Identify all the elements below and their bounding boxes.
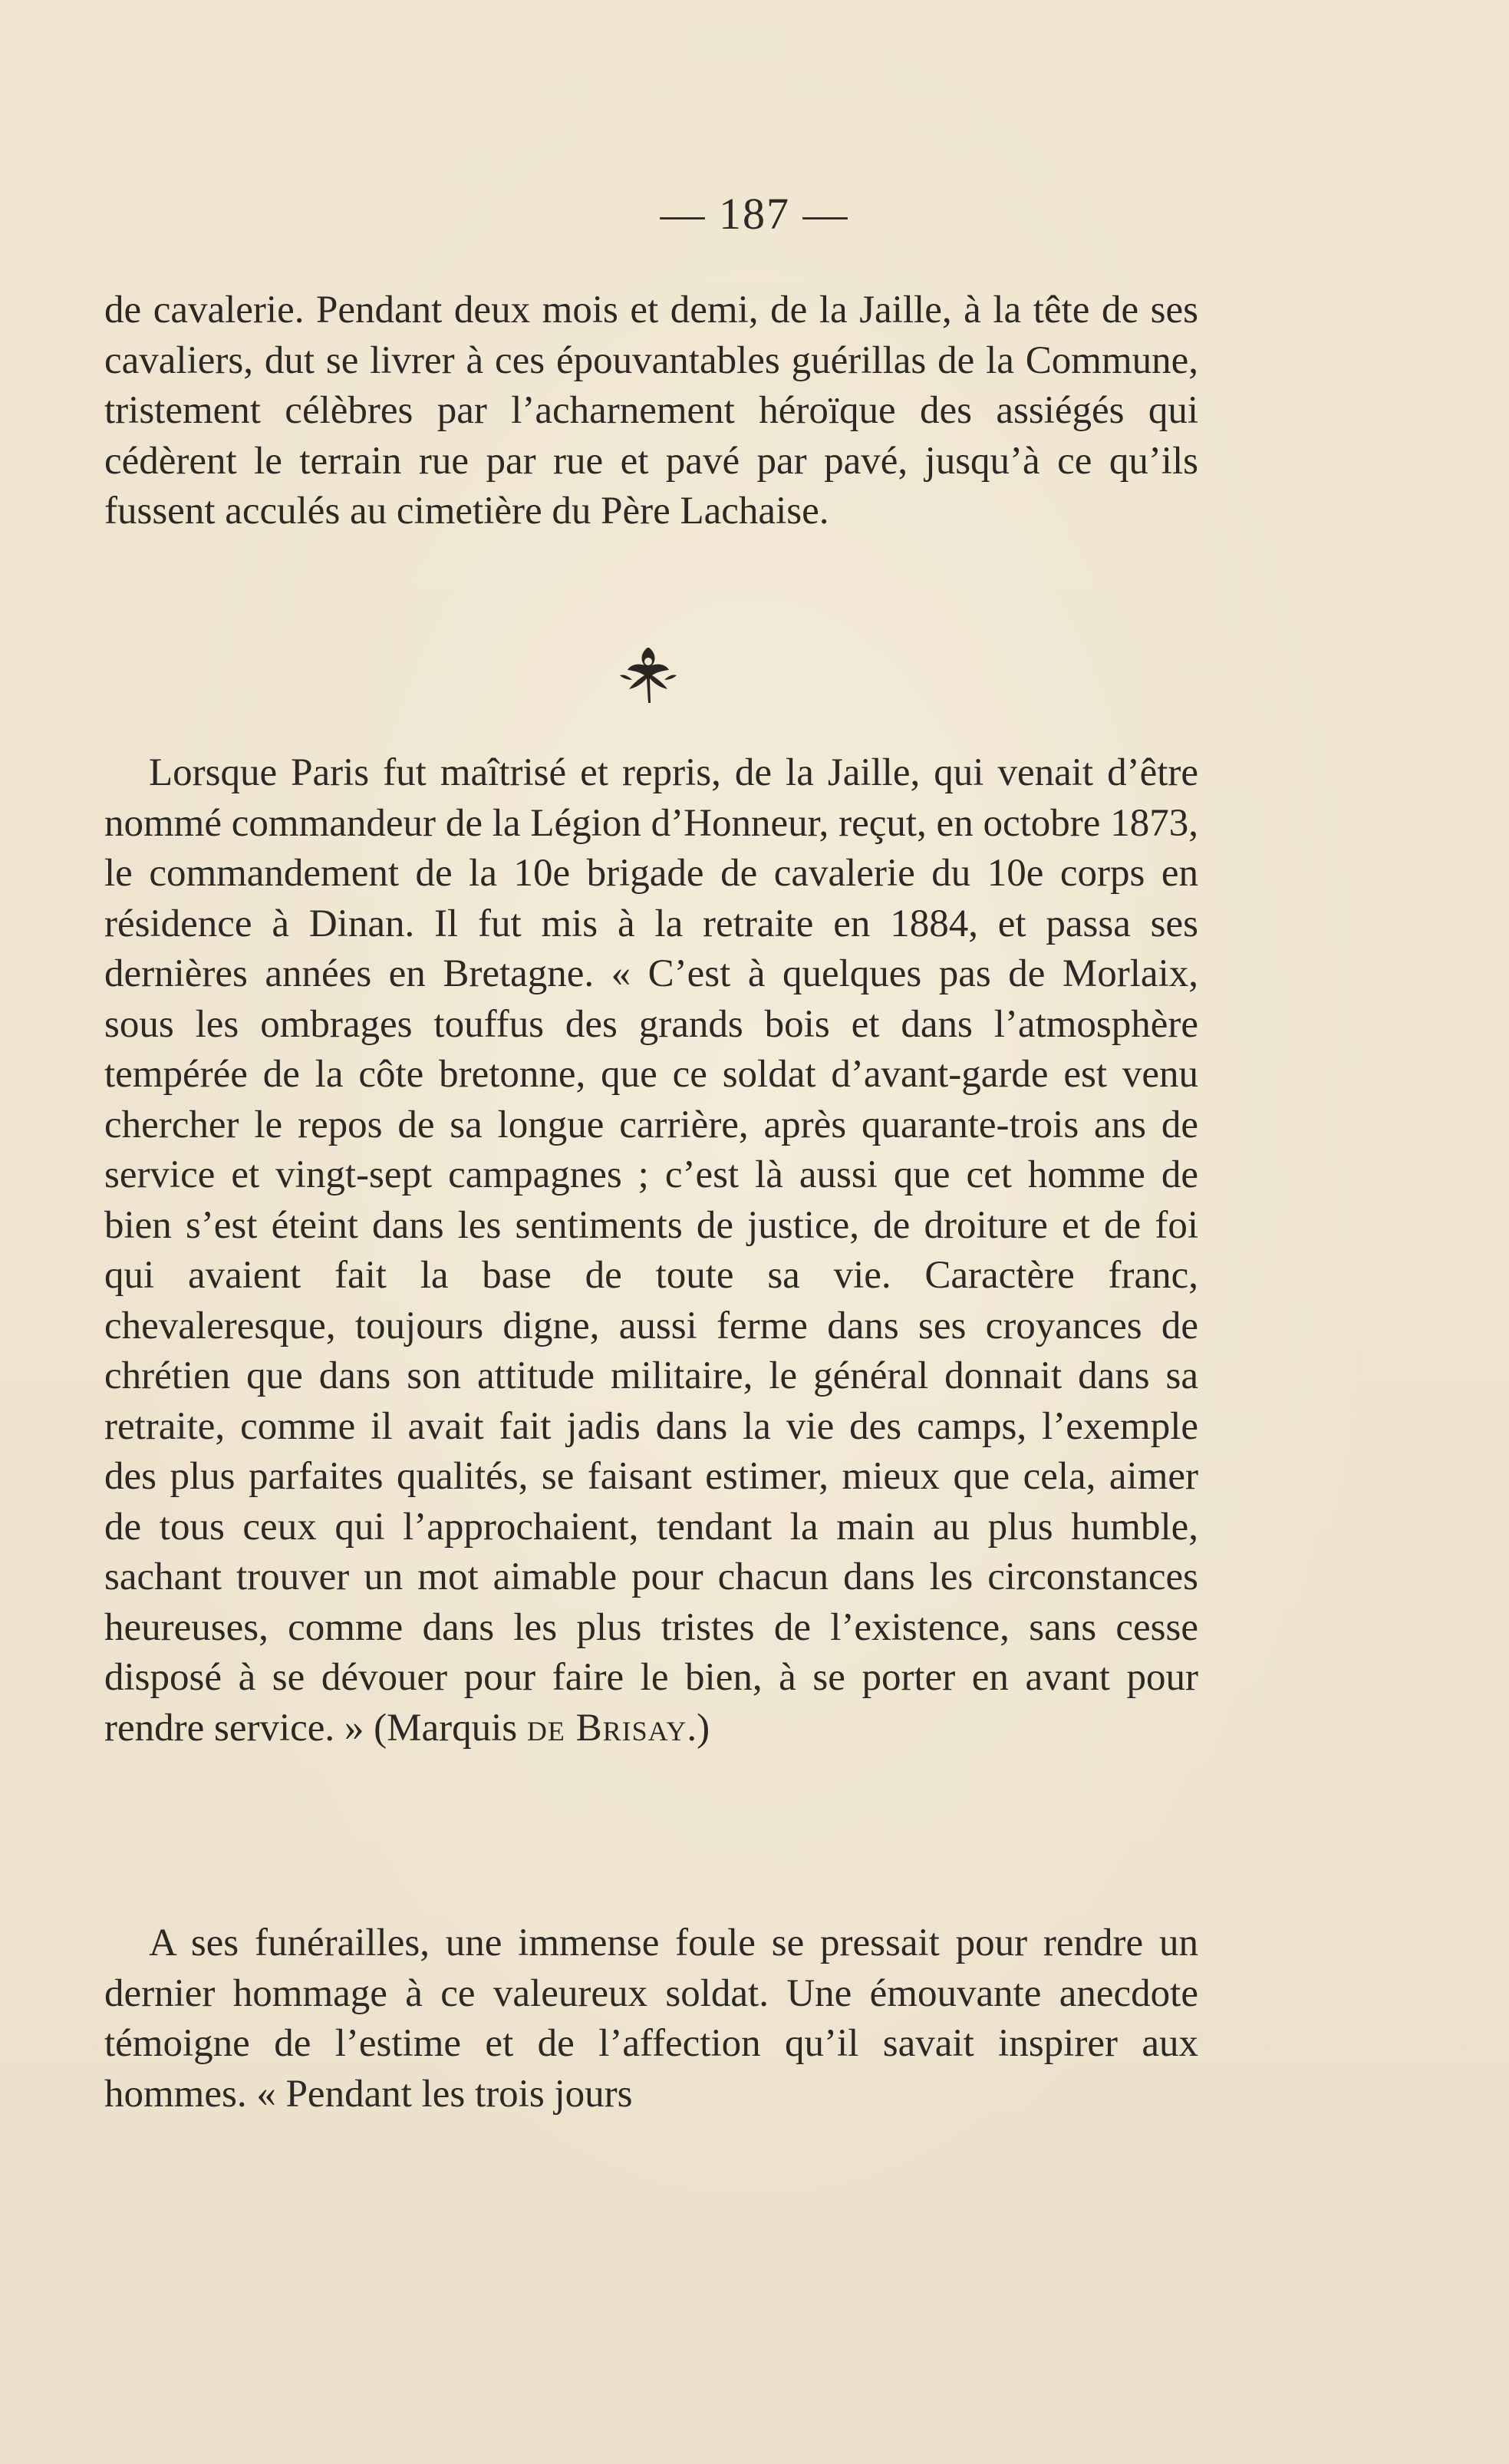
paragraph-2-closing: .) xyxy=(687,1706,710,1750)
paragraph-2 xyxy=(104,748,1198,1753)
paragraph-3 xyxy=(104,1918,1198,2119)
author-name: de Brisay xyxy=(526,1706,687,1750)
fleuron-ornament-icon xyxy=(614,645,683,706)
paragraph-2-body: Lorsque Paris fut maîtrisé et repris, de la Jaille, qui venait d’être nommé commandeur de la Légion d’Honneur, reçut, en octobre 1873, le commandement de la 10e brigade de cavalerie du 10e corps en résidence à Dinan. Il fut mis à la retraite en 1884, et passa ses dernières années en Bretagne. « C’est à quelques pas de Morlaix, sous les ombrages touffus des grands bois et dans l’atmosphère tempérée de la côte bretonne, que ce soldat d’avant-garde est venu chercher le repos de sa longue carrière, après quarante-trois ans de service et vingt-sept campagnes ; c’est là aussi que cet homme de bien s’est éteint dans les sentiments de justice, de droiture et de foi qui avaient fait la base de toute sa vie. Caractère franc, chevaleresque, toujours digne, aussi ferme dans ses croyances de chrétien que dans son attitude militaire, le général donnait dans sa retraite, comme il avait fait jadis dans la vie des camps, l’exemple des plus parfaites qualités, se faisant estimer, mieux que cela, aimer de tous ceux qui l’approchaient, tendant la main au plus humble, sachant trouver un mot aimable pour chacun dans les circonstances heureuses, comme dans les plus tristes de l’existence, sans cesse disposé à se dévouer pour faire le bien, à se porter en avant pour rendre service. » (Marquis xyxy=(104,751,1198,1750)
page-number: — 187 — xyxy=(660,189,849,239)
paragraph-1 xyxy=(104,285,1198,537)
paragraph-3-text: A ses funérailles, une immense foule se pressait pour rendre un dernier hommage à ce valeureux soldat. Une émouvante anecdote témoigne de l’estime et de l’affection qu’il savait inspirer aux hommes. « Pendant les trois jours xyxy=(104,1921,1198,2116)
paragraph-1-text: de cavalerie. Pendant deux mois et demi, de la Jaille, à la tête de ses cavaliers, dut se livrer à ces épouvantables guérillas de la Commune, tristement célèbres par l’acharnement héroïque des assiégés qui cédèrent le terrain rue par rue et pavé par pavé, jusqu’à ce qu’ils fussent acculés au cimetière du Père Lachaise. xyxy=(104,289,1198,533)
paragraph-2-text xyxy=(104,748,1198,1753)
